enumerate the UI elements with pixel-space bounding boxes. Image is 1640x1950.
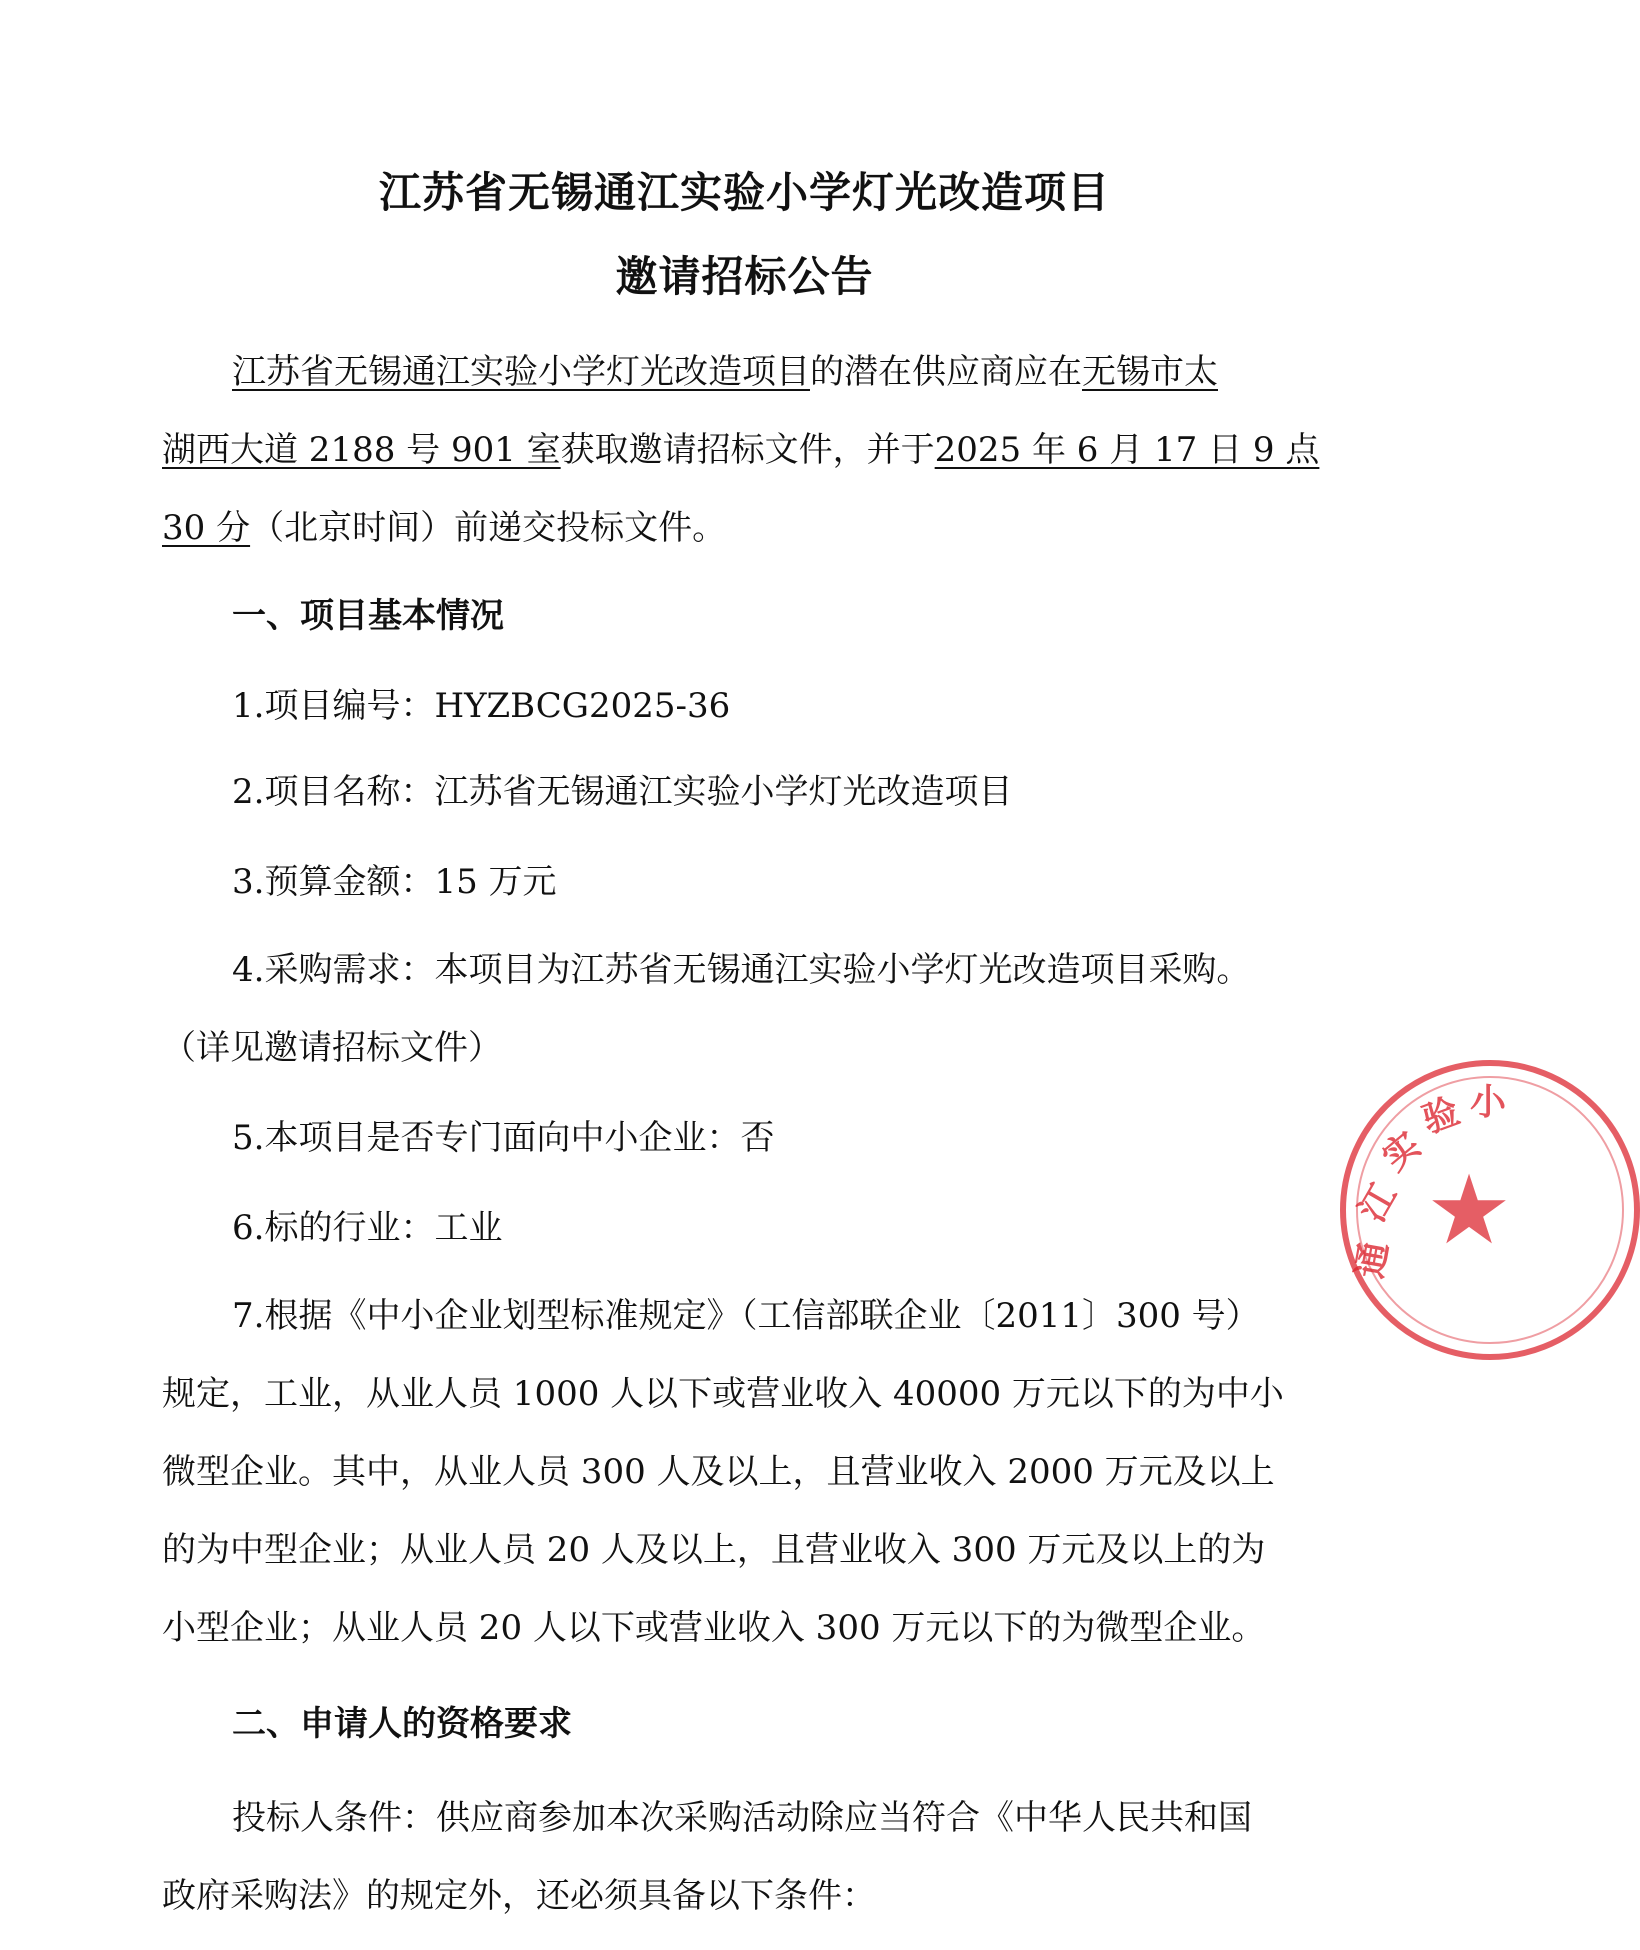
seal-text-5: 小 [1470, 1082, 1507, 1123]
item-sme-standard-line-2: 规定，工业，从业人员 1000 人以下或营业收入 40000 万元以下的为中小 [162, 1374, 1284, 1414]
official-seal-stamp [1340, 1060, 1640, 1360]
item-industry: 6.标的行业：工业 [232, 1208, 503, 1248]
seal-text-3: 实 [1374, 1124, 1429, 1180]
item-sme-only: 5.本项目是否专门面向中小企业：否 [232, 1118, 775, 1158]
seal-text-1: 通 [1349, 1238, 1397, 1282]
item-sme-standard-line-3: 微型企业。其中，从业人员 300 人及以上，且营业收入 2000 万元及以上 [162, 1452, 1275, 1492]
seal-star-icon: ★ [1426, 1154, 1513, 1266]
item-sme-standard-line-5: 小型企业；从业人员 20 人以下或营业收入 300 万元以下的为微型企业。 [162, 1608, 1266, 1648]
intro-line-2 [162, 428, 1319, 472]
item-budget: 3.预算金额：15 万元 [232, 862, 557, 902]
item-sme-standard-line-1: 7.根据《中小企业划型标准规定》（工信部联企业〔2011〕300 号） [232, 1296, 1260, 1336]
seal-text-2: 江 [1351, 1177, 1406, 1229]
item-project-name: 2.项目名称：江苏省无锡通江实验小学灯光改造项目 [232, 772, 1013, 812]
section-1-heading: 一、项目基本情况 [232, 596, 504, 636]
item-sme-standard-line-4: 的为中型企业；从业人员 20 人及以上，且营业收入 300 万元及以上的为 [162, 1530, 1266, 1570]
item-procurement-need-line-1: 4.采购需求：本项目为江苏省无锡通江实验小学灯光改造项目采购。 [232, 950, 1251, 990]
section-2-heading: 二、申请人的资格要求 [232, 1704, 572, 1744]
seal-text-4: 验 [1417, 1090, 1465, 1142]
document-title-line-1: 江苏省无锡通江实验小学灯光改造项目 [378, 168, 1110, 217]
item-procurement-need-line-2: （详见邀请招标文件） [162, 1028, 502, 1068]
intro-text-1: 的潜在供应商应在 [810, 352, 1082, 392]
qualification-line-2: 政府采购法》的规定外，还必须具备以下条件： [162, 1876, 876, 1916]
qualification-line-1: 投标人条件：供应商参加本次采购活动除应当符合《中华人民共和国 [232, 1798, 1252, 1838]
intro-line-3 [162, 506, 726, 550]
intro-text-3: （北京时间）前递交投标文件。 [250, 508, 727, 548]
document-title-line-2: 邀请招标公告 [615, 252, 874, 301]
intro-deadline-part-2: 30 分 [162, 508, 251, 548]
intro-address-part-2: 湖西大道 2188 号 901 室 [162, 430, 561, 470]
intro-deadline-part-1: 2025 年 6 月 17 日 9 点 [934, 430, 1320, 470]
intro-line-1 [232, 350, 1218, 394]
intro-project-name: 江苏省无锡通江实验小学灯光改造项目 [232, 352, 810, 392]
intro-text-2: 获取邀请招标文件，并于 [560, 430, 935, 470]
intro-address-part-1: 无锡市太 [1082, 352, 1218, 392]
item-project-number: 1.项目编号：HYZBCG2025-36 [232, 686, 731, 726]
